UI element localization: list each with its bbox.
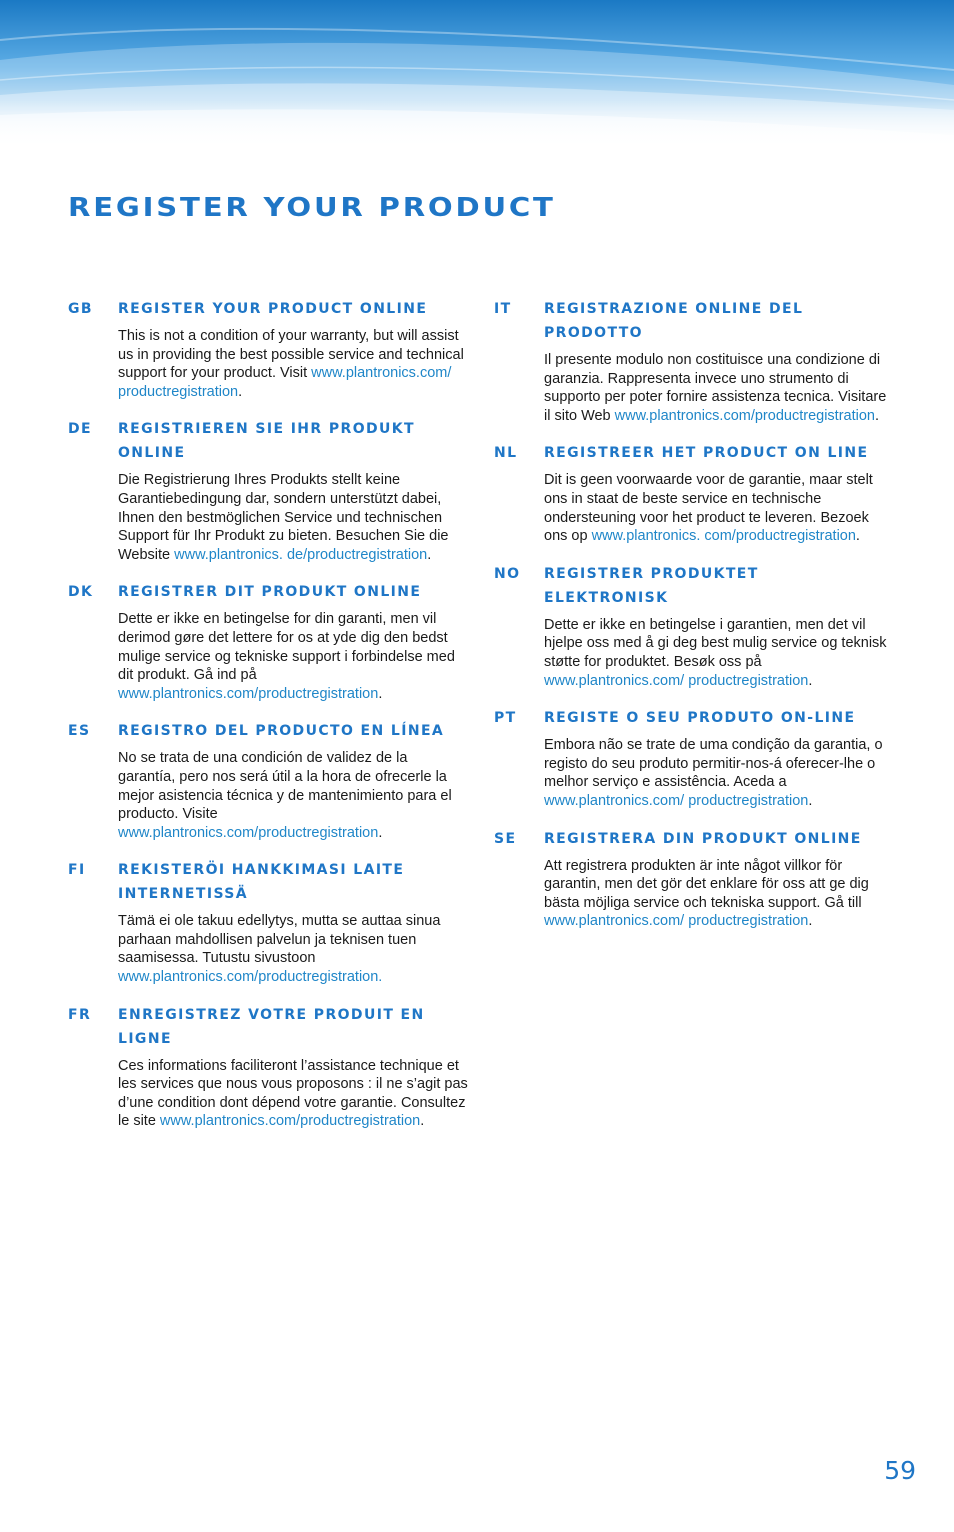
section-header bbox=[494, 827, 894, 851]
section-heading: REGISTER YOUR PRODUCT ONLINE bbox=[118, 301, 428, 317]
section-body bbox=[118, 912, 468, 986]
registration-link[interactable]: www.plantronics.com/productregistration bbox=[118, 824, 379, 841]
body-text-end: . bbox=[808, 913, 813, 930]
language-section-no bbox=[494, 562, 894, 690]
language-code: NO bbox=[494, 565, 521, 582]
language-code: NL bbox=[494, 445, 518, 462]
section-header bbox=[494, 706, 894, 730]
body-text: Dit is geen voorwaarde voor de garantie, maar stelt ons in staat de beste service en technische ondersteuning voor het product te leveren. Bezoek ons op bbox=[544, 472, 873, 545]
registration-link[interactable]: www.plantronics.com/ productregistration bbox=[544, 913, 809, 930]
body-text: Ces informations faciliteront l’assistance technique et les services que nous vous proposons : il ne s’agit pas d’une condition dont dépend votre garantie. Consultez le site bbox=[118, 1057, 468, 1130]
body-text-end: . bbox=[238, 383, 243, 400]
left-column bbox=[68, 297, 468, 1147]
section-heading: REGISTREER HET PRODUCT ON LINE bbox=[544, 445, 869, 462]
language-section-fi bbox=[68, 858, 468, 986]
page-title: REGISTER YOUR PRODUCT bbox=[68, 193, 556, 223]
body-text-end: . bbox=[378, 685, 383, 702]
section-body bbox=[544, 736, 894, 810]
section-body bbox=[118, 749, 468, 842]
section-header bbox=[494, 562, 894, 610]
section-body bbox=[118, 610, 468, 703]
section-header bbox=[68, 1003, 468, 1051]
language-section-fr bbox=[68, 1003, 468, 1131]
language-code: SE bbox=[494, 830, 517, 847]
registration-link[interactable]: www.plantronics.com/productregistration bbox=[159, 1113, 421, 1130]
section-heading: REGISTRER DIT PRODUKT ONLINE bbox=[118, 584, 422, 601]
section-body bbox=[118, 327, 468, 401]
body-text: Embora não se trate de uma condição da garantia, o registo do seu produto permitir-nos-á oferecer-lhe o melhor serviço e assistência. Aceda a bbox=[544, 737, 883, 791]
section-header bbox=[68, 580, 468, 604]
section-header bbox=[68, 719, 468, 743]
section-header bbox=[68, 297, 468, 321]
registration-link[interactable]: www.plantronics.com/productregistration. bbox=[118, 969, 383, 986]
registration-link[interactable]: www.plantronics.com/productregistration bbox=[614, 407, 875, 424]
body-text: Dette er ikke en betingelse for din garanti, men vil derimod gøre det lettere for os at yde dig den bedst mulige service og tekniske support i forbindelse med dit produkt. Gå ind på bbox=[118, 611, 455, 684]
language-section-dk bbox=[68, 580, 468, 703]
language-code: FI bbox=[68, 862, 86, 879]
section-heading: REGISTRERA DIN PRODUKT ONLINE bbox=[544, 830, 862, 847]
body-text-end: . bbox=[420, 1113, 425, 1130]
section-body bbox=[118, 471, 468, 564]
language-code: ES bbox=[68, 723, 91, 740]
language-code: FR bbox=[68, 1006, 92, 1023]
registration-link[interactable]: www.plantronics.com/ productregistration bbox=[544, 792, 809, 809]
language-code: IT bbox=[494, 301, 512, 317]
registration-link[interactable]: www.plantronics.com/productregistration bbox=[118, 685, 379, 702]
section-body bbox=[544, 351, 894, 425]
registration-link[interactable]: www.plantronics.com/ productregistration bbox=[118, 365, 452, 400]
section-header bbox=[68, 417, 468, 465]
language-section-es bbox=[68, 719, 468, 842]
section-heading: REKISTERÖI HANKKIMASI LAITE INTERNETISSÄ bbox=[118, 862, 405, 903]
body-text: Dette er ikke en betingelse i garantien, men det vil hjelpe oss med å gi deg best mulig service og teknisk støtte for produktet. Besøk oss på bbox=[544, 616, 887, 670]
language-section-de bbox=[68, 417, 468, 564]
body-text: Tämä ei ole takuu edellytys, mutta se auttaa sinua parhaan mahdollisen palvelun ja teknisen tuen saamisessa. Tutustu sivustoon bbox=[118, 913, 441, 967]
section-body bbox=[544, 857, 894, 931]
registration-link[interactable]: www.plantronics. com/productregistration bbox=[591, 528, 856, 545]
body-text-end: . bbox=[378, 824, 383, 841]
section-header bbox=[68, 858, 468, 906]
language-section-se bbox=[494, 827, 894, 931]
registration-link[interactable]: www.plantronics. de/productregistration bbox=[174, 546, 428, 563]
section-heading: ENREGISTREZ VOTRE PRODUIT EN LIGNE bbox=[118, 1006, 425, 1047]
language-code: PT bbox=[494, 710, 517, 727]
section-body bbox=[118, 1057, 468, 1131]
wave-banner-graphic bbox=[0, 0, 954, 150]
language-code: DE bbox=[68, 421, 92, 438]
body-text-end: . bbox=[808, 672, 813, 689]
language-section-pt bbox=[494, 706, 894, 810]
body-text: This is not a condition of your warranty, but will assist us in providing the best possible service and technical support for your product. Visit bbox=[118, 328, 464, 382]
section-header bbox=[494, 297, 894, 345]
body-text-end: . bbox=[808, 792, 813, 809]
section-body bbox=[544, 616, 894, 690]
body-text-end: . bbox=[874, 407, 879, 424]
section-heading: REGISTRO DEL PRODUCTO EN LÍNEA bbox=[118, 723, 445, 740]
language-code: GB bbox=[68, 301, 93, 317]
language-section-gb bbox=[68, 297, 468, 401]
right-column bbox=[494, 297, 894, 947]
page-number: 59 bbox=[884, 1456, 916, 1485]
header-banner bbox=[0, 0, 954, 150]
language-section-it bbox=[494, 297, 894, 425]
body-text: Il presente modulo non costituisce una condizione di garanzia. Rappresenta invece uno strumento di supporto per poter fornire assistenza tecnica. Visitare il sito Web bbox=[544, 352, 887, 424]
body-text-end: . bbox=[855, 528, 860, 545]
body-text: Att registrera produkten är inte något villkor för garantin, men det gör det enklare för oss att ge dig bästa möjliga service och tekniska support. Gå till bbox=[544, 857, 869, 911]
body-text-end: . bbox=[427, 546, 432, 563]
body-text: No se trata de una condición de validez de la garantía, pero nos será útil a la hora de ofrecerle la mejor asistencia técnica y de mantenimiento para el producto. Visite bbox=[118, 750, 452, 823]
section-body bbox=[544, 471, 894, 545]
language-section-nl bbox=[494, 441, 894, 545]
language-code: DK bbox=[68, 584, 94, 601]
registration-link[interactable]: www.plantronics.com/ productregistration bbox=[544, 672, 809, 689]
section-heading: REGISTE O SEU PRODUTO ON-LINE bbox=[544, 710, 856, 727]
section-header bbox=[494, 441, 894, 465]
section-heading: REGISTRIEREN SIE IHR PRODUKT ONLINE bbox=[118, 421, 416, 462]
body-text: Die Registrierung Ihres Produkts stellt keine Garantiebedingung dar, sondern unterstützt dabei, Ihnen den bestmöglichen Service und technischen Support für Ihr Produkt zu bieten. Besuchen Sie die Website bbox=[118, 472, 449, 563]
section-heading: REGISTRER PRODUKTET ELEKTRONISK bbox=[544, 565, 759, 606]
section-heading: REGISTRAZIONE ONLINE DEL PRODOTTO bbox=[544, 301, 804, 341]
